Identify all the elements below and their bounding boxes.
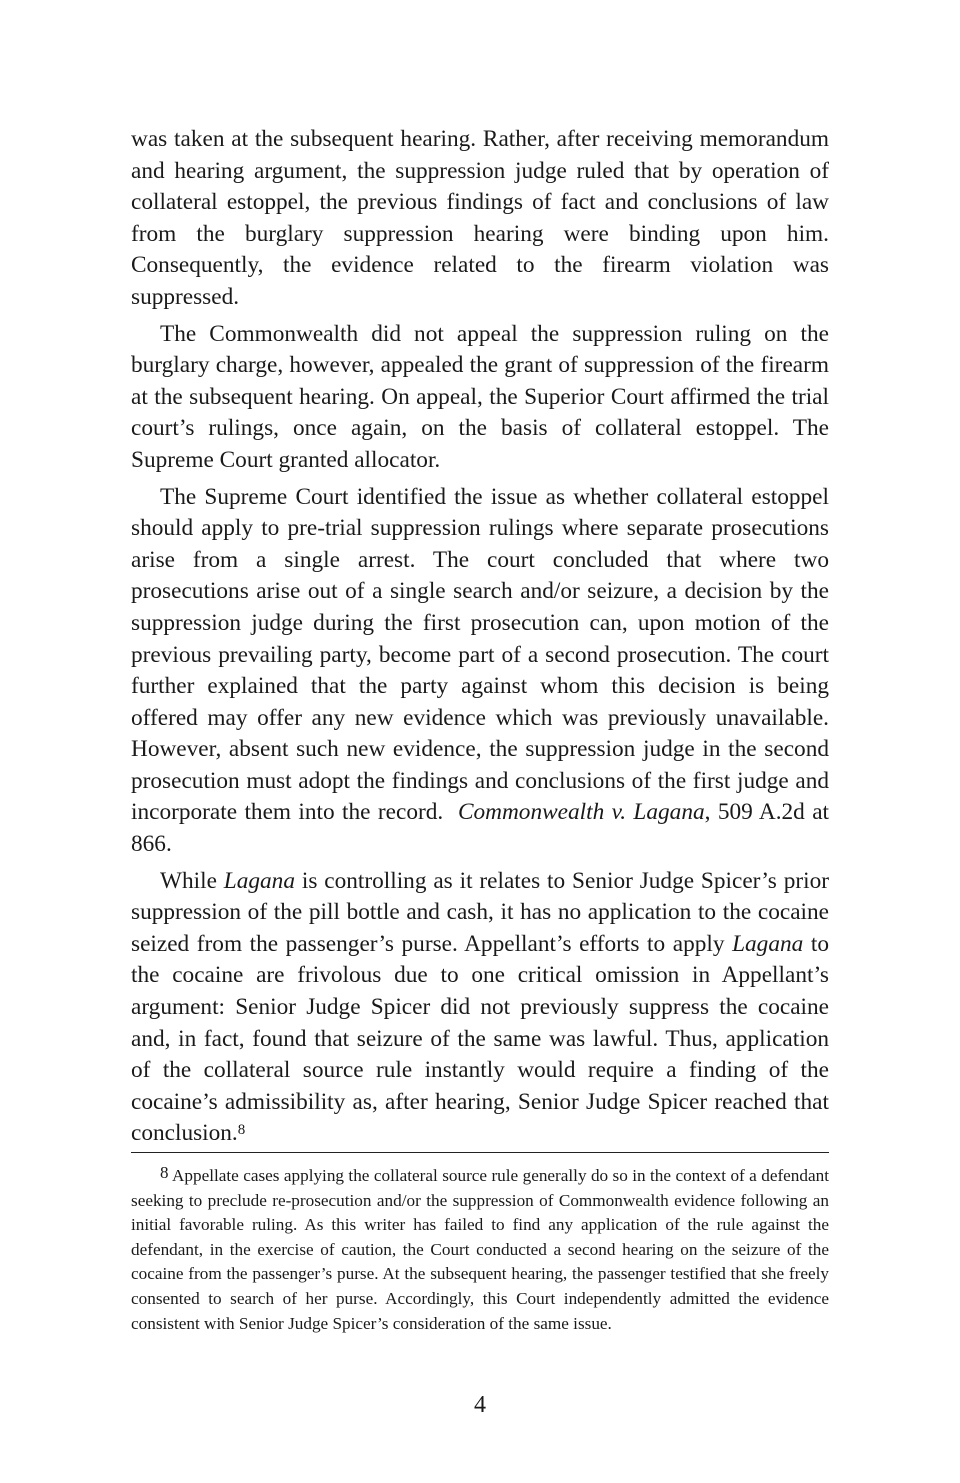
paragraph-1-text: was taken at the subsequent hearing. Rather, after receiving memorandum and hearing argument, the suppression judge ruled that by operation of collateral estoppel, the previous findings of fact and conclusions of law from the burglary suppression hearing were binding upon him. Consequently, the evidence related to the firearm violation was suppressed. — [131, 126, 829, 310]
footnote-divider — [131, 1152, 829, 1153]
paragraph-3 — [131, 482, 829, 861]
page-body — [131, 124, 829, 1150]
paragraph-4-text-a: While — [160, 867, 224, 894]
footnote-8 — [131, 1161, 829, 1336]
footnote-text: Appellate cases applying the collateral source rule generally do so in the context of a defendant seeking to preclude re-prosecution and/or the suppression of Commonwealth evidence following an initial favorable ruling. As this writer has failed to find any application of the rule against the defendant, in the exercise of caution, the Court conducted a second hearing on the seizure of the cocaine from the passenger’s purse. At the subsequent hearing, the passenger testified that she freely consented to search of her purse. Accordingly, this Court independently admitted the evidence consistent with Senior Judge Spicer’s consideration of the same issue. — [131, 1166, 829, 1333]
case-name-lagana: Lagana — [223, 867, 295, 894]
case-citation-name: Commonwealth v. Lagana — [457, 799, 705, 826]
paragraph-2 — [131, 319, 829, 477]
paragraph-4-text-b: is controlling as it relates to Senior Judge Spicer’s prior suppression of the pill bottle and cash, it has no application to the cocaine seized from the passenger’s purse. Appellant’s efforts to apply — [131, 867, 829, 957]
page-number: 4 — [474, 1392, 486, 1418]
footnote-reference[interactable]: 8 — [237, 1122, 246, 1139]
paragraph-1 — [131, 124, 829, 314]
paragraph-2-text: The Commonwealth did not appeal the suppression ruling on the burglary charge, however, appealed the grant of suppression of the firearm at the subsequent hearing. On appeal, the Superior Court affirmed the trial court’s rulings, once again, on the basis of collateral estoppel. The Supreme Court granted allocator. — [131, 320, 829, 473]
case-name-lagana-2: Lagana — [732, 930, 804, 957]
paragraph-4-text-c: to the cocaine are frivolous due to one critical omission in Appellant’s argument: Senior Judge Spicer did not previously suppress the cocaine and, in fact, found that seizure of the same was lawful. Thus, application of the collateral source rule instantly would require a finding of the cocaine’s admissibility as, after hearing, Senior Judge Spicer reached that conclusion. — [131, 930, 829, 1147]
paragraph-3-text: The Supreme Court identified the issue as whether collateral estoppel should apply to pre-trial suppression rulings where separate prosecutions arise from a single arrest. The court concluded that where two prosecutions arise out of a single search and/or seizure, a decision by the suppression judge during the first prosecution can, upon motion of the previous prevailing party, become part of a second prosecution. The court further explained that the party against whom this decision is being offered may offer any new evidence which was previously unavailable. However, absent such new evidence, the suppression judge in the second prosecution must adopt the findings and conclusions of the first judge and incorporate them into the record. — [131, 483, 829, 826]
footnote-marker: 8 — [160, 1163, 169, 1182]
case-citation-reporter: , 509 A.2d at 866. — [131, 799, 830, 858]
paragraph-4 — [131, 866, 829, 1150]
